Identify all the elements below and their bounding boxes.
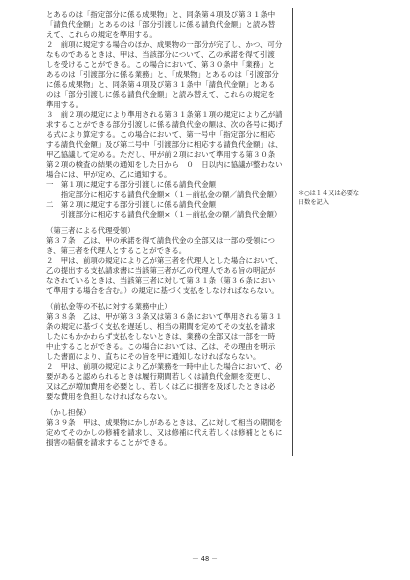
body-text-line: 第３９条 甲は、成果物にかしがあるときは、乙に対して相当の期間を [46,418,283,427]
body-text-line: ２ 甲は、前項の規定により乙が第三者を代理人とした場合において、 [46,256,283,265]
body-text-line: えて、これらの規定を準用する。 [46,30,157,39]
body-text-line: （かし担保） [46,408,91,417]
body-text-line: （第三者による代理受領） [46,226,135,235]
body-text-line: 条の規定に基づく支払を遅延し、相当の期間を定めてその支払を請求 [46,322,276,331]
body-text-line: 引渡部分に相応する請負代金額×（１－前払金の額／請負代金額） [46,210,282,219]
side-note [298,189,398,207]
body-text-line: る式により算定する。この場合において、第一号中「指定部分に相応 [46,130,275,139]
body-text-line: ３ 前２項の規定により準用される第３１条第１項の規定により乙が請 [46,110,283,119]
body-text-line: 中止することができる。この場合においては、乙は、その理由を明示 [46,342,276,351]
body-text-line: ２ 甲は、前項の規定により乙が業務を一時中止した場合において、必 [46,362,283,371]
body-text-line: 二 第２項に規定する部分引渡しに係る請負代金額 [46,200,216,209]
body-text-line: したにもかかわらず支払をしないときは、業務の全部又は一部を一時 [46,332,276,341]
body-text-line: 要な費用を負担しなければならない。 [46,392,172,401]
body-text-line: 一 第１項に規定する部分引渡しに係る請負代金額 [46,180,216,189]
body-text-line: 定めてそのかしの修補を請求し、又は修補に代え若しくは修補とともに [46,428,283,437]
body-text-line: 損害の賠償を請求することができる。 [46,438,172,447]
body-text-line: した書面により、直ちにその旨を甲に通知しなければならない。 [46,352,261,361]
body-text-line: なものであるときは、甲は、当該部分について、乙の承諾を得て引渡 [46,50,275,59]
page-number: － 48 － [192,555,218,563]
body-text-line: 第３８条 乙は、甲が第３３条又は第３６条において準用される第３１ [46,312,283,321]
body-text-line: 求することができる部分引渡しに係る請負代金の額は、次の各号に掲げ [46,120,283,129]
body-text-line: しを受けることができる。この場合において、第３０条中「業務」と [46,60,275,69]
body-text-line: 第３７条 乙は、甲の承諾を得て請負代金の全部又は一部の受領につ [46,236,275,245]
body-text-line: のは「部分引渡しに係る請負代金額」と読み替えて、これらの規定を [46,90,275,99]
body-text-line: とあるのは「指定部分に係る成果物」と、同条第４項及び第３１条中 [46,10,276,19]
body-text-line: き、第三者を代理人とすることができる。 [46,246,187,255]
body-text-line: する請負代金額」及び第二号中「引渡部分に相応する請負代金額」は、 [46,140,283,149]
body-text-line: なされているときは、当該第三者に対して第３１条（第３６条におい [46,276,276,285]
body-text-line: 乙の提出する支払請求書に当該第三者が乙の代理人である旨の明記が [46,266,276,275]
side-note-line: ＊○は１４又は必要な [298,190,360,197]
body-text-line: 「請負代金額」とあるのは「部分引渡しに係る請負代金額」と読み替 [46,20,276,29]
body-text-line: 要があると認められるときは履行期間若しくは請負代金額を変更し、 [46,372,276,381]
body-text-line: 又は乙が増加費用を必要とし、若しくは乙に損害を及ぼしたときは必 [46,382,276,391]
body-text-line: て準用する場合を含む。）の規定に基づく支払をしなければならない。 [46,286,279,295]
body-text-line: 指定部分に相応する請負代金額×（１－前払金の額／請負代金額） [46,190,282,199]
body-text-line: （前払金等の不払に対する業務中止） [46,302,172,311]
body-text-line: 場合には、甲が定め、乙に通知する。 [46,170,172,179]
body-text-line: ２ 前項に規定する場合のほか、成果物の一部分が完了し、かつ、可分 [46,40,283,49]
body-text-line: 第２項の検査の結果の通知をした日から ０ 日以内に協議が整わない [46,160,283,169]
body-text-line: 甲乙協議して定める。ただし、甲が前２項において準用する第３０条 [46,150,276,159]
contract-body-text [46,10,290,448]
side-note-line: 日数を記入 [298,199,329,206]
body-text-line: あるのは「引渡部分に係る業務」と、「成果物」とあるのは「引渡部分 [46,70,279,79]
body-text-line: に係る成果物」と、同条第４項及び第３１条中「請負代金額」とある [46,80,276,89]
margin-rule [292,8,293,456]
body-text-line: 準用する。 [46,100,83,109]
